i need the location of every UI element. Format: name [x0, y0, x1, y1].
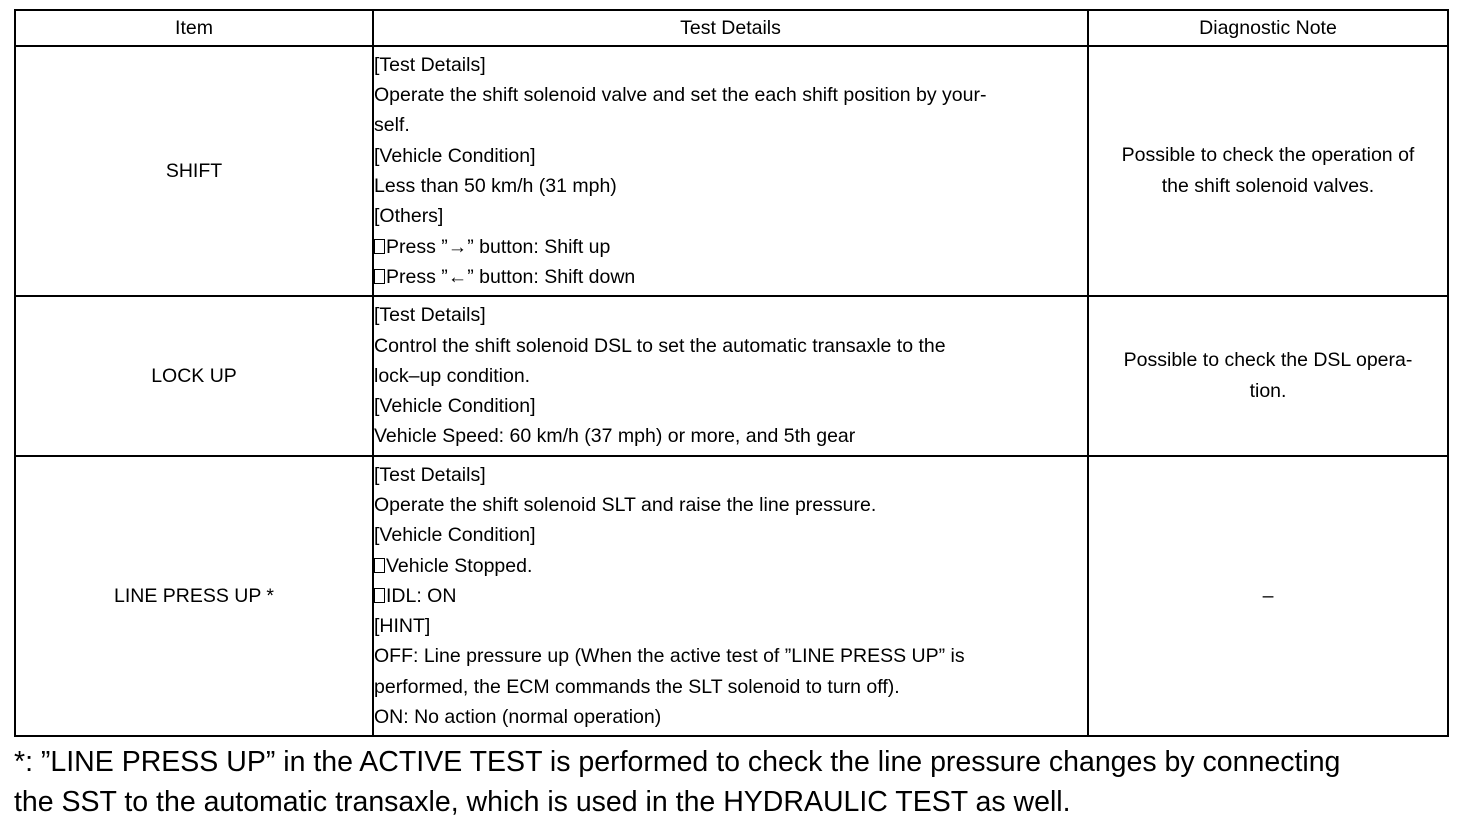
detail-line	[374, 672, 1087, 702]
detail-line	[374, 201, 1087, 231]
item-cell: SHIFT	[15, 46, 373, 296]
detail-line	[374, 110, 1087, 140]
detail-line	[374, 262, 1087, 292]
diagnostic-note-cell	[1088, 46, 1448, 296]
note-line: Possible to check the DSL opera-	[1123, 349, 1413, 371]
diagnostic-note-cell	[1088, 296, 1448, 456]
detail-text: [Test Details]	[374, 463, 486, 486]
header-test-details: Test Details	[373, 10, 1088, 46]
note-line: the shift solenoid valves.	[1161, 175, 1375, 197]
item-cell: LINE PRESS UP *	[15, 456, 373, 736]
detail-text: lock–up condition.	[374, 364, 531, 387]
detail-text: Operate the shift solenoid valve and set the each shift position by your-	[374, 84, 987, 107]
detail-text: ON: No action (normal operation)	[374, 706, 662, 729]
detail-text: OFF: Line pressure up (When the active test of ”LINE PRESS UP” is	[374, 645, 965, 668]
detail-text: Less than 50 km/h (31 mph)	[374, 175, 617, 197]
detail-line	[374, 702, 1087, 732]
item-cell: LOCK UP	[15, 296, 373, 456]
checkbox-icon	[374, 588, 385, 603]
test-details-cell	[373, 46, 1088, 296]
checkbox-icon	[374, 239, 385, 254]
detail-line	[374, 80, 1087, 110]
detail-line	[374, 611, 1087, 641]
table-row	[15, 46, 1448, 296]
detail-text: self.	[374, 114, 410, 137]
detail-text: [Vehicle Condition]	[374, 144, 536, 167]
detail-text: Control the shift solenoid DSL to set the automatic transaxle to the	[374, 334, 946, 357]
detail-line	[374, 232, 1087, 262]
footnote-line: the SST to the automatic transaxle, which is used in the HYDRAULIC TEST as well.	[14, 785, 1071, 818]
detail-line	[374, 551, 1087, 581]
detail-text: performed, the ECM commands the SLT solenoid to turn off).	[374, 675, 900, 698]
detail-line	[374, 490, 1087, 520]
detail-text: [HINT]	[374, 615, 431, 638]
note-line: Possible to check the operation of	[1121, 144, 1415, 166]
diagnostic-note-cell	[1088, 456, 1448, 736]
detail-line	[374, 141, 1087, 171]
detail-line	[374, 460, 1087, 490]
detail-line	[374, 171, 1087, 201]
detail-line	[374, 641, 1087, 671]
detail-text: IDL: ON	[386, 584, 457, 607]
detail-text: Vehicle Speed: 60 km/h (37 mph) or more, and 5th gear	[374, 425, 856, 448]
footnote-line: *: ”LINE PRESS UP” in the ACTIVE TEST is performed to check the line pressure changes by connecting	[14, 746, 1341, 778]
detail-text: Operate the shift solenoid SLT and raise the line pressure.	[374, 493, 877, 516]
detail-text: Press ”→” button: Shift up	[386, 235, 611, 258]
test-details-cell	[373, 456, 1088, 736]
note-line: tion.	[1249, 380, 1287, 402]
detail-line	[374, 421, 1087, 451]
detail-text: Press ”←” button: Shift down	[386, 265, 636, 288]
detail-line	[374, 50, 1087, 80]
test-details-cell	[373, 296, 1088, 456]
header-item: Item	[15, 10, 373, 46]
table-row	[15, 456, 1448, 736]
detail-text: [Vehicle Condition]	[374, 524, 536, 547]
footnote	[14, 743, 1454, 822]
detail-text: [Test Details]	[374, 53, 486, 76]
active-test-table	[14, 9, 1449, 737]
detail-line	[374, 361, 1087, 391]
checkbox-icon	[374, 558, 385, 573]
detail-line	[374, 520, 1087, 550]
table-header-row	[15, 10, 1448, 46]
detail-text: [Vehicle Condition]	[374, 395, 536, 418]
detail-line	[374, 581, 1087, 611]
detail-text: Vehicle Stopped.	[386, 554, 533, 577]
detail-text: [Others]	[374, 205, 444, 228]
detail-text: [Test Details]	[374, 304, 486, 327]
checkbox-icon	[374, 269, 385, 284]
detail-line	[374, 300, 1087, 330]
table-row	[15, 296, 1448, 456]
detail-line	[374, 331, 1087, 361]
header-diagnostic-note: Diagnostic Note	[1088, 10, 1448, 46]
note-line: –	[1262, 584, 1274, 607]
detail-line	[374, 391, 1087, 421]
